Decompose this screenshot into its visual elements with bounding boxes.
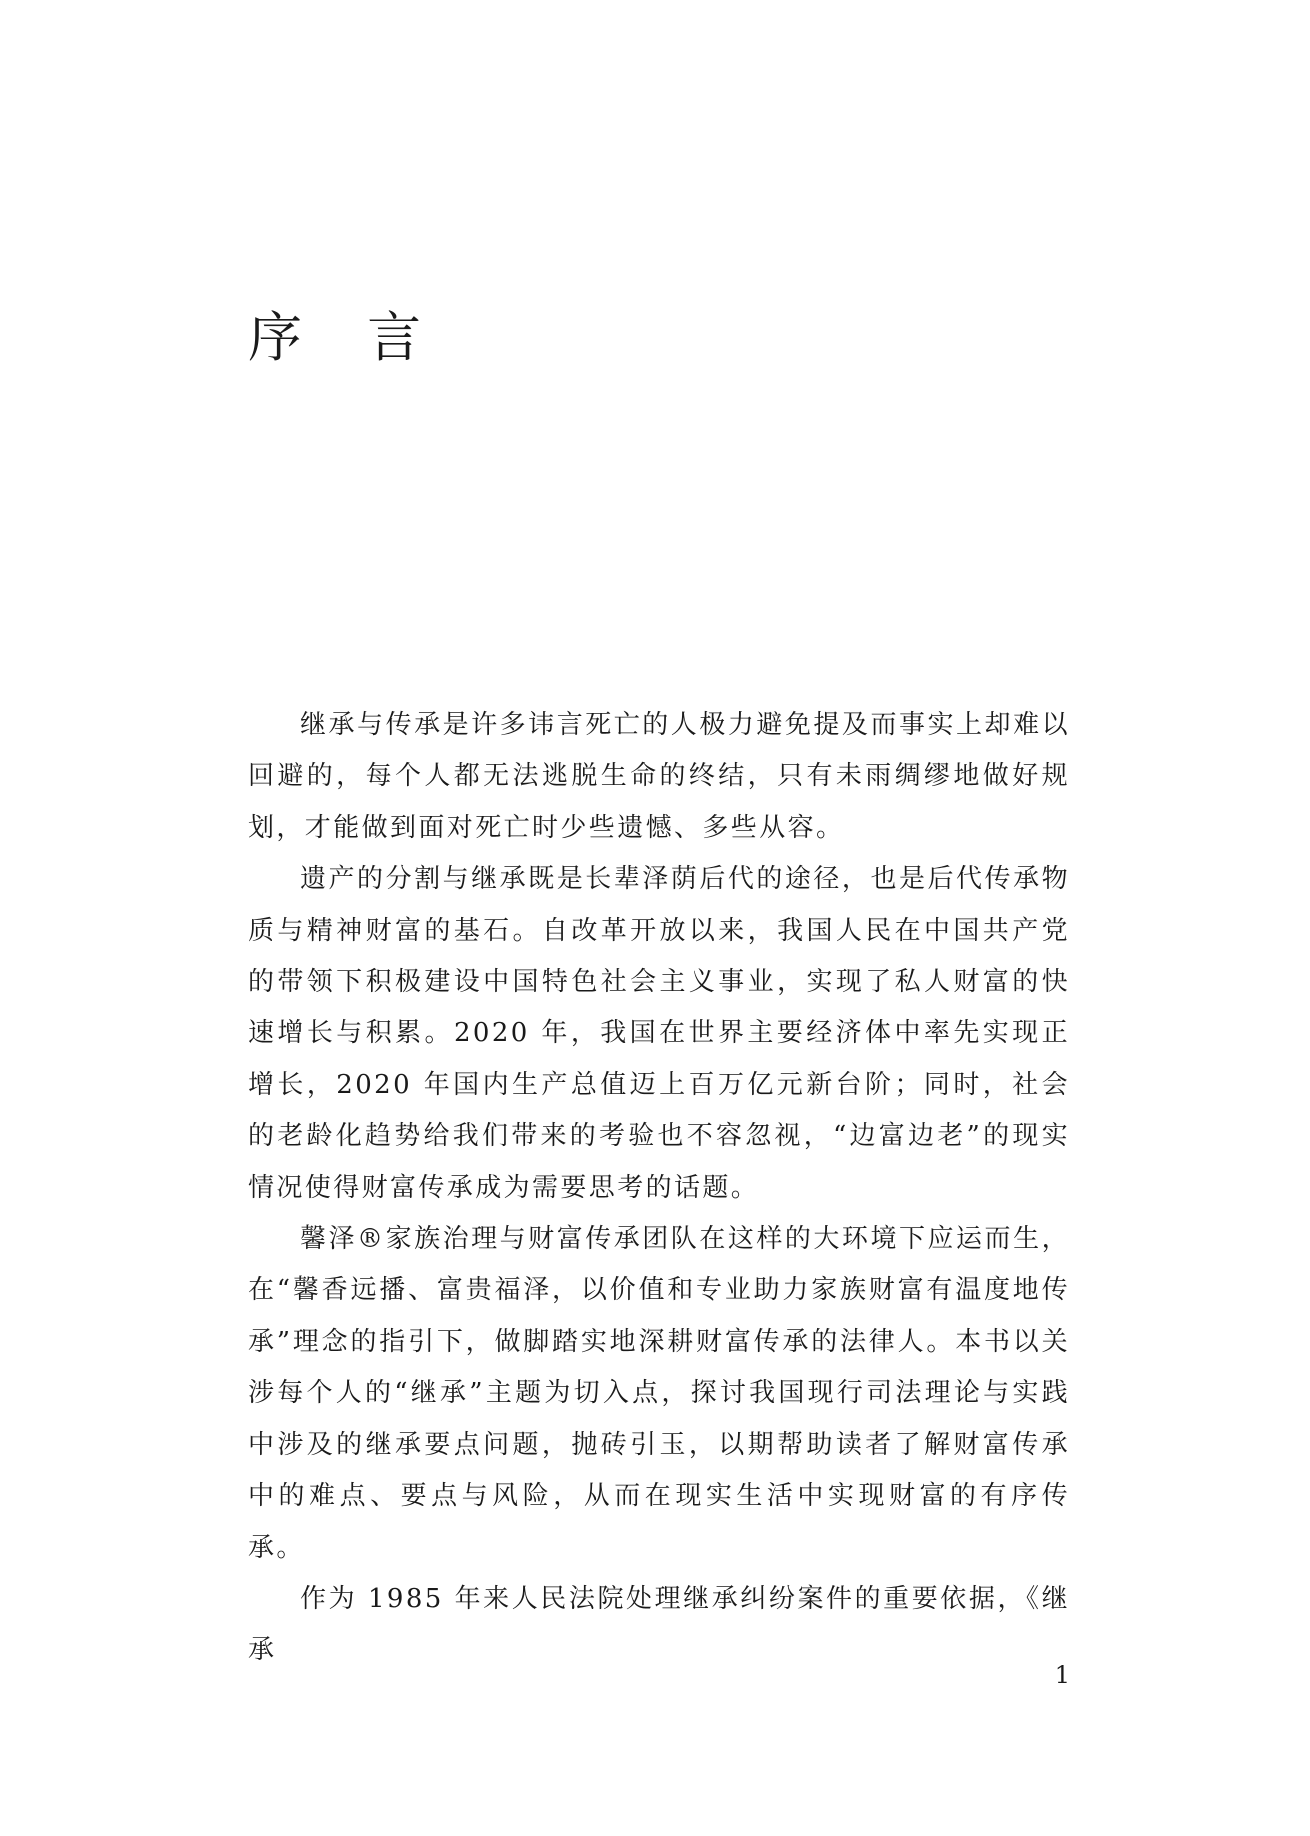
paragraph: 作为 1985 年来人民法院处理继承纠纷案件的重要依据，《继承 [248,1583,1070,1666]
paragraph: 遗产的分割与继承既是长辈泽荫后代的途径，也是后代传承物质与精神财富的基石。自改革开放以来，我国人民在中国共产党的带领下积极建设中国特色社会主义事业，实现了私人财富的快速增长与积累。2020 年，我国在世界主要经济体中率先实现正增长，2020 年国内生产总值迈上百万亿元新台阶；同时，社会的老龄化趋势给我们带来的考验也不容忽视，“边富边老”的现实情况使得财富传承成为需要思考的话题。 [248,864,1070,1203]
page-number: 1 [1054,1661,1070,1689]
page-title: 序 言 [248,306,446,370]
paragraph: 继承与传承是许多讳言死亡的人极力避免提及而事实上却难以回避的，每个人都无法逃脱生命的终结，只有未雨绸缪地做好规划，才能做到面对死亡时少些遗憾、多些从容。 [248,710,1070,843]
body-text [248,700,1070,1677]
paragraph: 馨泽®家族治理与财富传承团队在这样的大环境下应运而生，在“馨香远播、富贵福泽，以价值和专业助力家族财富有温度地传承”理念的指引下，做脚踏实地深耕财富传承的法律人。本书以关涉每个人的“继承”主题为切入点，探讨我国现行司法理论与实践中涉及的继承要点问题，抛砖引玉，以期帮助读者了解财富传承中的难点、要点与风险，从而在现实生活中实现财富的有序传承。 [248,1224,1070,1563]
